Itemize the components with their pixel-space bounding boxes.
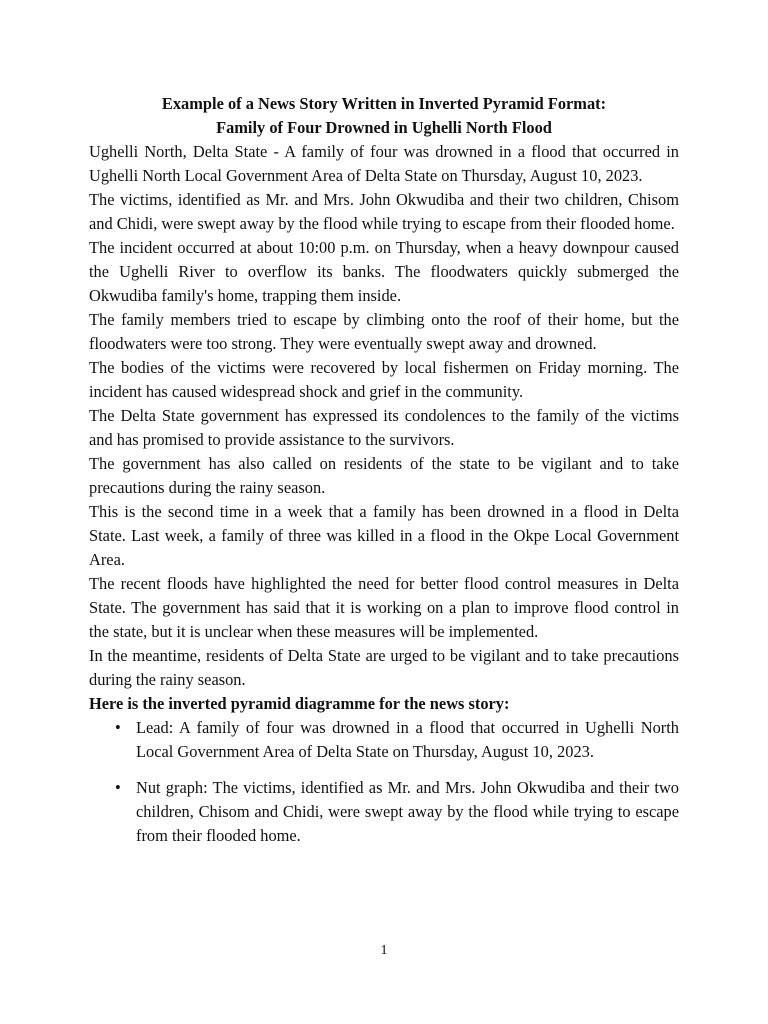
paragraph: This is the second time in a week that a family has been drowned in a flood in Delta State. Last week, a family of three was killed in a flood in the Okpe Local Government Area.	[89, 502, 679, 569]
paragraph: The recent floods have highlighted the need for better flood control measures in Delta State. The government has said that it is working on a plan to improve flood control in the state, but it is unclear when these measures will be implemented.	[89, 574, 679, 641]
paragraph: The incident occurred at about 10:00 p.m. on Thursday, when a heavy downpour caused the Ughelli River to overflow its banks. The floodwaters quickly submerged the Okwudiba family's home, trapping them inside.	[89, 238, 679, 305]
bullet-icon: •	[115, 718, 121, 737]
paragraph: In the meantime, residents of Delta State are urged to be vigilant and to take precautions during the rainy season.	[89, 646, 679, 689]
paragraph: The government has also called on residents of the state to be vigilant and to take precautions during the rainy season.	[89, 454, 679, 497]
pyramid-bullet-list	[89, 716, 679, 848]
list-item	[89, 716, 679, 764]
lead-paragraph-text: A family of four was drowned in a flood that occurred in Ughelli North Local Government Area of Delta State on Thursday, August 10, 2023.	[89, 142, 680, 185]
bullet-text: Nut graph: The victims, identified as Mr. and Mrs. John Okwudiba and their two children, Chisom and Chidi, were swept away by the flood while trying to escape from their flooded home.	[136, 778, 679, 845]
document-page	[89, 92, 679, 848]
paragraph: The family members tried to escape by climbing onto the roof of their home, but the floodwaters were too strong. They were eventually swept away and drowned.	[89, 310, 679, 353]
document-title-line-1: Example of a News Story Written in Inverted Pyramid Format:	[161, 94, 607, 113]
paragraph: The Delta State government has expressed its condolences to the family of the victims and has promised to provide assistance to the survivors.	[89, 406, 679, 449]
bullet-text: Lead: A family of four was drowned in a flood that occurred in Ughelli North Local Government Area of Delta State on Thursday, August 10, 2023.	[136, 718, 679, 761]
bullet-icon: •	[115, 778, 121, 797]
lead-paragraph	[89, 140, 679, 188]
document-title-line-2: Family of Four Drowned in Ughelli North Flood	[216, 118, 552, 137]
list-item	[89, 776, 679, 848]
dateline: Ughelli North, Delta State -	[89, 142, 285, 161]
page-number: 1	[380, 943, 388, 958]
paragraph: The victims, identified as Mr. and Mrs. John Okwudiba and their two children, Chisom and Chidi, were swept away by the flood while trying to escape from their flooded home.	[89, 190, 679, 233]
diagram-heading: Here is the inverted pyramid diagramme for the news story:	[89, 694, 510, 713]
paragraph: The bodies of the victims were recovered by local fishermen on Friday morning. The incident has caused widespread shock and grief in the community.	[89, 358, 679, 401]
